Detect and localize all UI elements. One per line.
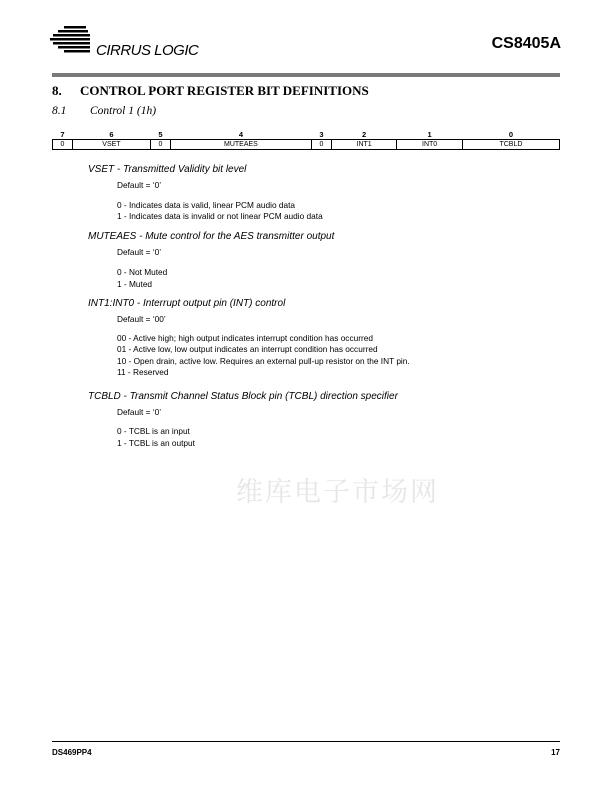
field-item: 10 - Open drain, active low. Requires an external pull-up resistor on the INT pin. [117, 356, 410, 366]
company-logo-text: CIRRUS LOGIC [96, 42, 199, 59]
part-number: CS8405A [491, 35, 561, 52]
field-default: Default = ‘0’ [117, 247, 162, 257]
bit-value: MUTEAES [170, 140, 311, 150]
bit-number: 0 [508, 130, 514, 139]
bit-number: 2 [362, 130, 367, 139]
field-item: 1 - TCBL is an output [117, 438, 195, 448]
field-title: INT1:INT0 - Interrupt output pin (INT) control [88, 298, 286, 309]
watermark: 维库电子市场网 [236, 477, 439, 508]
field-title: MUTEAES - Mute control for the AES transmitter output [88, 231, 335, 242]
document-id: DS469PP4 [52, 748, 92, 757]
page-number: 17 [551, 748, 560, 757]
bit-value: 0 [312, 140, 332, 150]
section-title: CONTROL PORT REGISTER BIT DEFINITIONS [80, 83, 369, 98]
field-item: 11 - Reserved [117, 367, 169, 377]
field-item: 1 - Indicates data is invalid or not linear PCM audio data [117, 211, 323, 221]
field-title: VSET - Transmitted Validity bit level [88, 164, 247, 175]
bit-number: 4 [238, 130, 244, 139]
field-item: 0 - Indicates data is valid, linear PCM audio data [117, 200, 296, 210]
header-rule [52, 73, 560, 77]
bit-value: INT0 [397, 140, 463, 150]
field-item: 1 - Muted [117, 279, 153, 289]
bit-number: 3 [319, 130, 324, 139]
subsection-title: Control 1 (1h) [90, 105, 157, 117]
subsection-heading [52, 105, 156, 117]
bit-value: VSET [72, 140, 150, 150]
bit-value: 0 [53, 140, 73, 150]
field-title: TCBLD - Transmit Channel Status Block pin (TCBL) direction specifier [88, 391, 398, 402]
bit-number: 1 [427, 130, 432, 139]
field-default: Default = ‘0’ [117, 180, 162, 190]
bit-number: 6 [109, 130, 114, 139]
field-item: 00 - Active high; high output indicates interrupt condition has occurred [117, 333, 373, 343]
field-default: Default = ‘0’ [117, 407, 162, 417]
subsection-number: 8.1 [52, 105, 67, 117]
field-item: 01 - Active low, low output indicates an interrupt condition has occurred [117, 344, 378, 354]
footer-rule [52, 741, 560, 742]
bit-value: INT1 [331, 140, 397, 150]
section-number: 8. [52, 83, 62, 98]
field-item: 0 - TCBL is an input [117, 426, 190, 436]
section-heading [52, 83, 369, 99]
cirrus-logo-icon [50, 24, 96, 58]
field-default: Default = ‘00’ [117, 314, 166, 324]
register-table [52, 130, 560, 150]
field-item: 0 - Not Muted [117, 267, 168, 277]
bit-number: 7 [60, 130, 65, 139]
bit-number: 5 [158, 130, 163, 139]
bit-value: 0 [151, 140, 171, 150]
bit-value: TCBLD [462, 140, 559, 150]
